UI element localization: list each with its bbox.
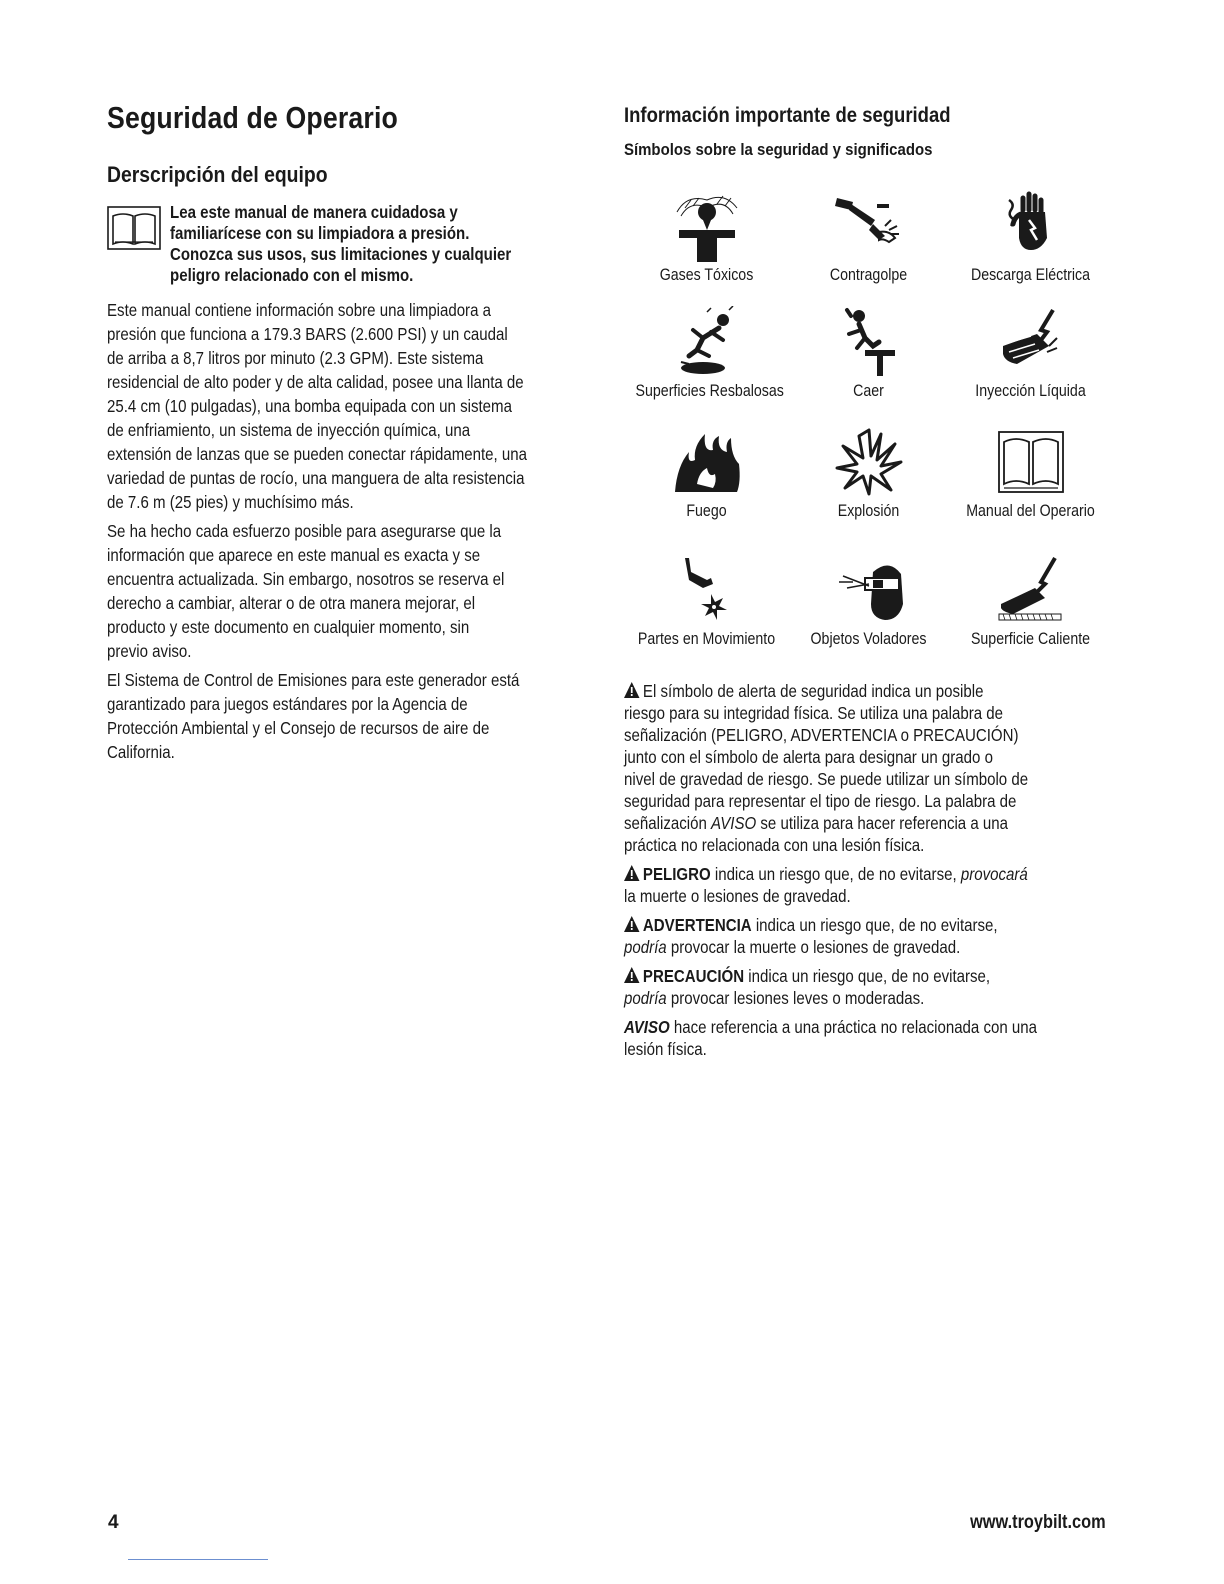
callout-line: familiarícese con su limpiadora a presión. (170, 223, 470, 243)
symbol-label: Manual del Operario (966, 502, 1095, 520)
symbol-label: Superficies Resbalosas (635, 382, 784, 400)
alert-triangle-icon (624, 682, 639, 698)
text-line: de arriba a 8,7 litros por minuto (2.3 GPM). Este sistema (107, 348, 484, 368)
text-fragment: provocar la muerte o lesiones de gravedad. (670, 937, 961, 957)
text-fragment: hace referencia a una práctica no relacionada con una (673, 1017, 1038, 1037)
text-line: información que aparece en este manual es exacta y se (107, 545, 481, 565)
kickback-icon (829, 190, 909, 262)
text-fragment: se utiliza para hacer referencia a una (760, 813, 1009, 833)
hot-surface-icon (991, 554, 1071, 626)
text-fragment: indica un riesgo que, de no evitarse, (755, 915, 998, 935)
manual-book-icon (991, 426, 1071, 498)
paragraph-emissions (107, 668, 589, 764)
text-line: lesión física. (624, 1039, 707, 1059)
advertencia-definition (624, 914, 1106, 958)
callout-line: Lea este manual de manera cuidadosa y (170, 202, 458, 222)
alert-triangle-icon (624, 967, 639, 983)
fire-icon (667, 426, 747, 498)
signal-words-section (624, 680, 1184, 1060)
text-line: la muerte o lesiones de gravedad. (624, 886, 851, 906)
text-line: variedad de puntas de rocío, una manguera de alta resistencia (107, 468, 525, 488)
moving-parts-icon (667, 554, 747, 626)
text-fragment: señalización (624, 813, 707, 833)
peligro-definition (624, 863, 1106, 907)
text-line: producto y este documento en cualquier momento, sin (107, 617, 470, 637)
read-manual-callout (107, 202, 592, 286)
symbol-label: Fuego (686, 502, 727, 520)
text-line: nivel de gravedad de riesgo. Se puede utilizar un símbolo de (624, 769, 1029, 789)
text-line: garantizado para juegos estándares por la Agencia de (107, 694, 468, 714)
text-line: California. (107, 742, 175, 762)
symbol-label: Descarga Eléctrica (970, 266, 1091, 284)
text-line: previo aviso. (107, 641, 192, 661)
text-fragment: indica un riesgo que, de no evitarse, (748, 966, 991, 986)
text-fragment: provocar lesiones leves o moderadas. (670, 988, 925, 1008)
text-line: presión que funciona a 179.3 BARS (2.600 PSI) y un caudal (107, 324, 508, 344)
symbol-label: Superficie Caliente (970, 630, 1091, 648)
text-line: señalización (PELIGRO, ADVERTENCIA o PRECAUCIÓN) (624, 725, 1019, 745)
symbol-moving-parts (624, 554, 789, 649)
footer-rule (128, 1559, 268, 1560)
symbol-fall (786, 306, 951, 401)
symbol-fluid-injection (948, 306, 1113, 401)
toxic-gas-icon (667, 190, 747, 262)
precaucion-definition (624, 965, 1106, 1009)
text-line: práctica no relacionada con una lesión física. (624, 835, 925, 855)
text-line: Se ha hecho cada esfuerzo posible para asegurarse que la (107, 521, 502, 541)
symbol-label: Caer (853, 382, 884, 400)
symbol-electric-shock (948, 190, 1113, 285)
website-url: www.troybilt.com (970, 1512, 1106, 1533)
paragraph-accuracy (107, 519, 589, 663)
signal-word: ADVERTENCIA (642, 915, 752, 935)
symbols-heading: Símbolos sobre la seguridad y significados (624, 140, 933, 159)
fluid-injection-icon (991, 306, 1071, 378)
section-heading-safety-info: Información importante de seguridad (624, 104, 951, 127)
text-line: El Sistema de Control de Emisiones para este generador está (107, 670, 520, 690)
left-column (107, 100, 592, 764)
aviso-definition (624, 1016, 1106, 1060)
text-emphasis: provocará (960, 864, 1028, 884)
text-line: de 7.6 m (25 pies) y muchísimo más. (107, 492, 354, 512)
page-title: Seguridad de Operario (107, 100, 399, 135)
text-line: extensión de lanzas que se pueden conectar rápidamente, una (107, 444, 528, 464)
text-line: Este manual contiene información sobre una limpiadora a (107, 300, 492, 320)
text-emphasis: AVISO (711, 813, 757, 833)
electric-shock-icon (991, 190, 1071, 262)
callout-line: Conozca sus usos, sus limitaciones y cualquier (170, 244, 512, 264)
text-line: residencial de alto poder y de alta calidad, posee una llanta de (107, 372, 524, 392)
text-line: junto con el símbolo de alerta para designar un grado o (624, 747, 993, 767)
symbol-flying-objects (786, 554, 951, 649)
symbol-toxic-gas (624, 190, 789, 285)
symbol-kickback (786, 190, 951, 285)
text-line: de enfriamiento, un sistema de inyección química, una (107, 420, 471, 440)
text-line: Protección Ambiental y el Consejo de recursos de aire de (107, 718, 490, 738)
symbol-label: Objetos Voladores (810, 630, 927, 648)
fall-icon (829, 306, 909, 378)
slippery-surface-icon (667, 306, 747, 378)
signal-word: AVISO (624, 1017, 670, 1037)
symbol-fire (624, 426, 789, 521)
text-line: 25.4 cm (10 pulgadas), una bomba equipada con un sistema (107, 396, 512, 416)
symbol-label: Gases Tóxicos (659, 266, 754, 284)
symbol-label: Contragolpe (829, 266, 908, 284)
symbol-label: Partes en Movimiento (637, 630, 776, 648)
text-line: seguridad para representar el tipo de riesgo. La palabra de (624, 791, 1017, 811)
text-emphasis: podría (624, 988, 667, 1008)
paragraph-description (107, 298, 589, 514)
text-fragment: indica un riesgo que, de no evitarse, (714, 864, 957, 884)
symbol-hot-surface (948, 554, 1113, 649)
symbol-operator-manual (948, 426, 1113, 521)
explosion-icon (829, 426, 909, 498)
callout-line: peligro relacionado con el mismo. (170, 265, 414, 285)
text-line: riesgo para su integridad física. Se utiliza una palabra de (624, 703, 1003, 723)
callout-text (170, 202, 574, 286)
symbol-label: Explosión (837, 502, 900, 520)
flying-objects-icon (829, 554, 909, 626)
text-line: derecho a cambiar, alterar o de otra manera mejorar, el (107, 593, 476, 613)
manual-book-icon (107, 206, 161, 250)
section-heading-equipment: Derscripción del equipo (107, 162, 328, 187)
text-line: El símbolo de alerta de seguridad indica un posible (642, 681, 984, 701)
symbol-label: Inyección Líquida (975, 382, 1086, 400)
symbol-slippery-surface (624, 306, 789, 401)
alert-triangle-icon (624, 865, 639, 881)
page-number: 4 (108, 1512, 119, 1533)
text-emphasis: podría (624, 937, 667, 957)
right-column (624, 100, 1114, 1059)
alert-symbol-paragraph (624, 680, 1106, 856)
signal-word: PRECAUCIÓN (642, 966, 745, 986)
text-line: encuentra actualizada. Sin embargo, nosotros se reserva el (107, 569, 505, 589)
symbol-explosion (786, 426, 951, 521)
alert-triangle-icon (624, 916, 639, 932)
signal-word: PELIGRO (642, 864, 711, 884)
